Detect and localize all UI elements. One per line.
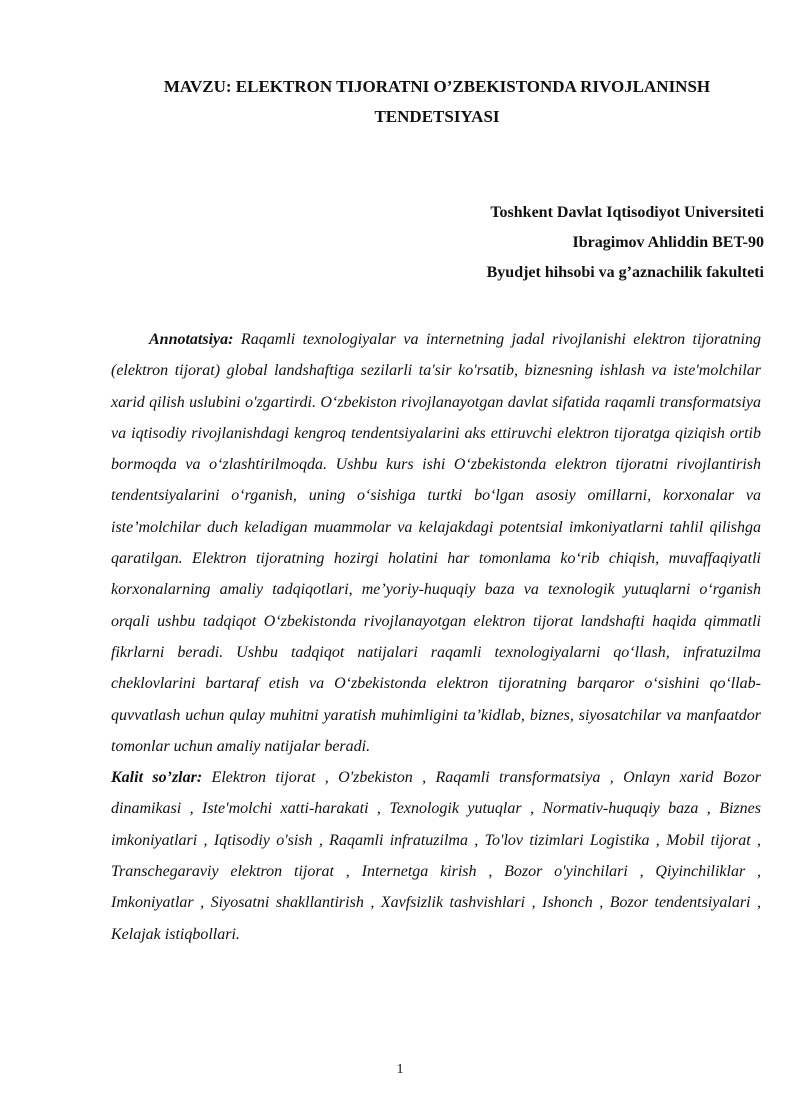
abstract-label: Annotatsiya: [149, 331, 234, 348]
title-line-1: MAVZU: ELEKTRON TIJORATNI O’ZBEKISTONDA RIVOJLANINSH [163, 77, 711, 96]
abstract-text: Raqamli texnologiyalar va internetning jadal rivojlanishi elektron tijoratning (elektron tijorat) global landshaftiga sezilarli ta'sir ko'rsatib, biznesning ishlash va iste'molchilar xarid qilish uslubini o'zgartirdi. O‘zbekiston rivojlanayotgan davlat sifatida raqamli transformatsiya va iqtisodiy rivojlanishdagi kengroq tendentsiyalarini aks ettiruvchi elektron tijoratga qiziqish ortib bormoqda va o‘zlashtirilmoqda. Ushbu kurs ishi O‘zbekistonda elektron tijoratni rivojlantirish tendentsiyalarini o‘rganish, uning o‘sishiga turtki bo‘lgan asosiy omillarni, korxonalar va iste’molchilar duch keladigan muammolar va kelajakdagi potentsial imkoniyatlarni tahlil qilishga qaratilgan. Elektron tijoratning hozirgi holatini har tomonlama ko‘rib chiqish, muvaffaqiyatli korxonalarning amaliy tadqiqotlari, me’yoriy-huquqiy baza va texnologik yutuqlarni o‘rganish orqali ushbu tadqiqot O‘zbekistonda rivojlanayotgan elektron tijorat landshafti haqida qimmatli fikrlarni beradi. Ushbu tadqiqot natijalari raqamli texnologiyalarni qo‘llash, infratuzilma cheklovlarini bartaraf etish va O‘zbekistonda elektron tijoratning barqaror o‘sishini qo‘llab-quvvatlash uchun qulay muhitni yaratish muhimligini ta’kidlab, biznes, siyosatchilar va manfaatdor tomonlar uchun amaliy natijalar beradi. [111, 331, 761, 755]
keywords-label: Kalit so’zlar: [111, 769, 203, 787]
page-title [110, 72, 764, 132]
author-name: Ibragimov Ahliddin BET-90 [572, 234, 764, 251]
abstract-paragraph [111, 324, 761, 762]
title-line-2: TENDETSIYASI [374, 107, 500, 126]
body-text [111, 324, 761, 950]
university-name: Toshkent Davlat Iqtisodiyot Universiteti [490, 204, 764, 221]
keywords-text: Elektron tijorat , O'zbekiston , Raqamli transformatsiya , Onlayn xarid Bozor dinamikasi , Iste'molchi xatti-harakati , Texnologik yutuqlar , Normativ-huquqiy baza , Biznes imkoniyatlari , Iqtisodiy o'sish , Raqamli infratuzilma , To'lov tizimlari Logistika , Mobil tijorat , Transchegaraviy elektron tijorat , Internetga kirish , Bozor o'yinchilari , Qiyinchiliklar , Imkoniyatlar , Siyosatni shakllantirish , Xavfsizlik tashvishlari , Ishonch , Bozor tendentsiyalari , Kelajak istiqbollari. [111, 769, 761, 943]
page-number: 1 [396, 1062, 404, 1077]
affiliation-block [487, 198, 764, 288]
keywords-paragraph [111, 762, 761, 950]
faculty-name: Byudjet hihsobi va g’aznachilik fakulteti [486, 264, 764, 281]
